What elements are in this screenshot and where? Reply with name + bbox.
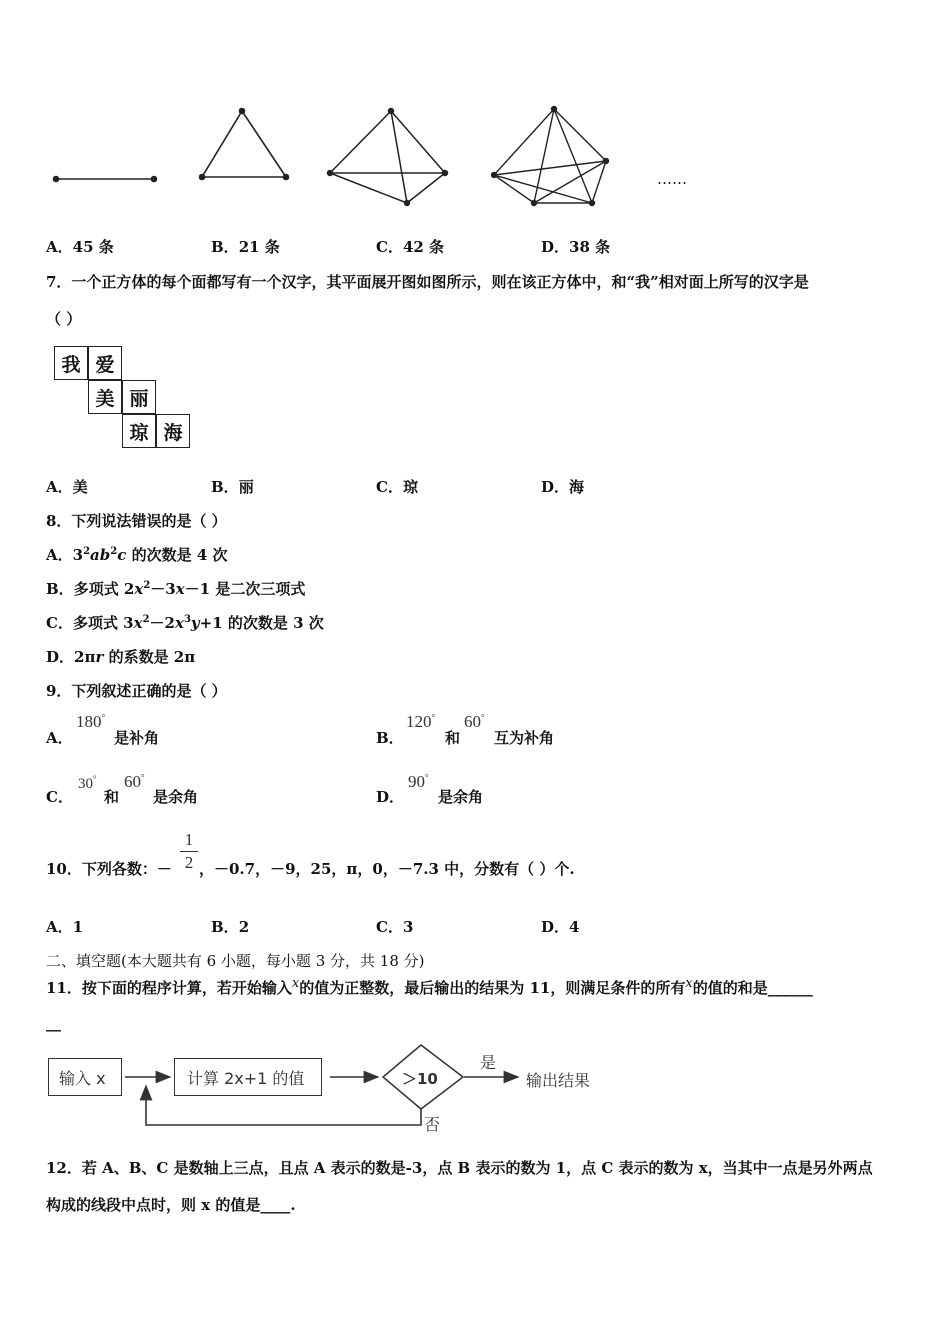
q7-option-c[interactable]: C．琼 xyxy=(376,478,418,496)
q6-option-d[interactable]: D．38 条 xyxy=(541,238,611,256)
figure-2-points xyxy=(54,177,157,182)
q7-option-b[interactable]: B．丽 xyxy=(211,478,254,496)
q8-option-a[interactable]: A．$3^2ab^2c$ 的次数是 4 次 xyxy=(46,546,228,564)
flow-yes-label: 是 xyxy=(480,1053,497,1072)
q10-option-a[interactable]: A．1 xyxy=(46,918,84,936)
q11-stem-cont: __ xyxy=(46,1014,61,1032)
q7-option-a[interactable]: A．美 xyxy=(46,478,88,496)
q7-paren: （ ） xyxy=(46,310,82,328)
q10-option-b[interactable]: B．2 xyxy=(211,918,250,936)
q7-option-d[interactable]: D．海 xyxy=(541,478,585,496)
figure-3-points xyxy=(200,109,289,180)
flow-input-label: 输入 x xyxy=(59,1068,106,1088)
q7-stem: 7．一个正方体的每个面都写有一个汉字，其平面展开图如图所示，则在该正方体中，和“我”相对面上所写的汉字是 xyxy=(46,273,809,291)
flow-condition-label: ＞10 xyxy=(402,1070,438,1088)
q6-ellipsis: …… xyxy=(657,170,687,188)
q10-option-d[interactable]: D．4 xyxy=(541,918,580,936)
q8-option-c[interactable]: C．多项式 $3x^2-2x^3y+1$ 的次数是 3 次 xyxy=(46,614,324,632)
figure-5-points xyxy=(492,107,609,206)
q6-option-b[interactable]: B．21 条 xyxy=(211,238,280,256)
flow-no-label: 否 xyxy=(424,1115,441,1134)
q10-fraction: 1 2 xyxy=(180,830,198,873)
q6-figures xyxy=(40,95,720,215)
net-cell-ai: 爱 xyxy=(88,346,122,380)
q12-line2: 构成的线段中点时，则 x 的值是____. xyxy=(46,1196,296,1214)
net-cell-hai: 海 xyxy=(156,414,190,448)
q8-option-d[interactable]: D．2πr 的系数是 2π xyxy=(46,648,196,666)
q6-option-a[interactable]: A．45 条 xyxy=(46,238,114,256)
q10-stem-pre: 10．下列各数：－ xyxy=(46,860,172,878)
figure-4-points xyxy=(328,109,448,206)
flow-compute-label: 计算 2x+1 的值 xyxy=(187,1068,305,1088)
q8-option-b[interactable]: B．多项式 $2x^2-3x-1$ 是二次三项式 xyxy=(46,580,306,598)
flow-output-label: 输出结果 xyxy=(526,1071,591,1090)
q10-option-c[interactable]: C．3 xyxy=(376,918,414,936)
net-cell-qiong: 琼 xyxy=(122,414,156,448)
q10-stem-post: ，－0.7，－9，25，π，0，－7.3 中，分数有（ ）个. xyxy=(199,860,575,878)
q11-stem: 11．按下面的程序计算，若开始输入x的值为正整数，最后输出的结果为 11，则满足条件的所有x的值的和是______ xyxy=(46,976,813,997)
q12-line1: 12．若 A、B、C 是数轴上三点，且点 A 表示的数是-3，点 B 表示的数为 1，点 C 表示的数为 x，当其中一点是另外两点 xyxy=(46,1159,873,1177)
net-cell-wo: 我 xyxy=(54,346,88,380)
q8-stem: 8．下列说法错误的是（ ） xyxy=(46,512,227,530)
q6-option-c[interactable]: C．42 条 xyxy=(376,238,445,256)
net-cell-mei: 美 xyxy=(88,380,122,414)
net-cell-li: 丽 xyxy=(122,380,156,414)
section-title: 二、填空题(本大题共有 6 小题，每小题 3 分，共 18 分) xyxy=(46,952,425,970)
q9-stem: 9．下列叙述正确的是（ ） xyxy=(46,682,227,700)
